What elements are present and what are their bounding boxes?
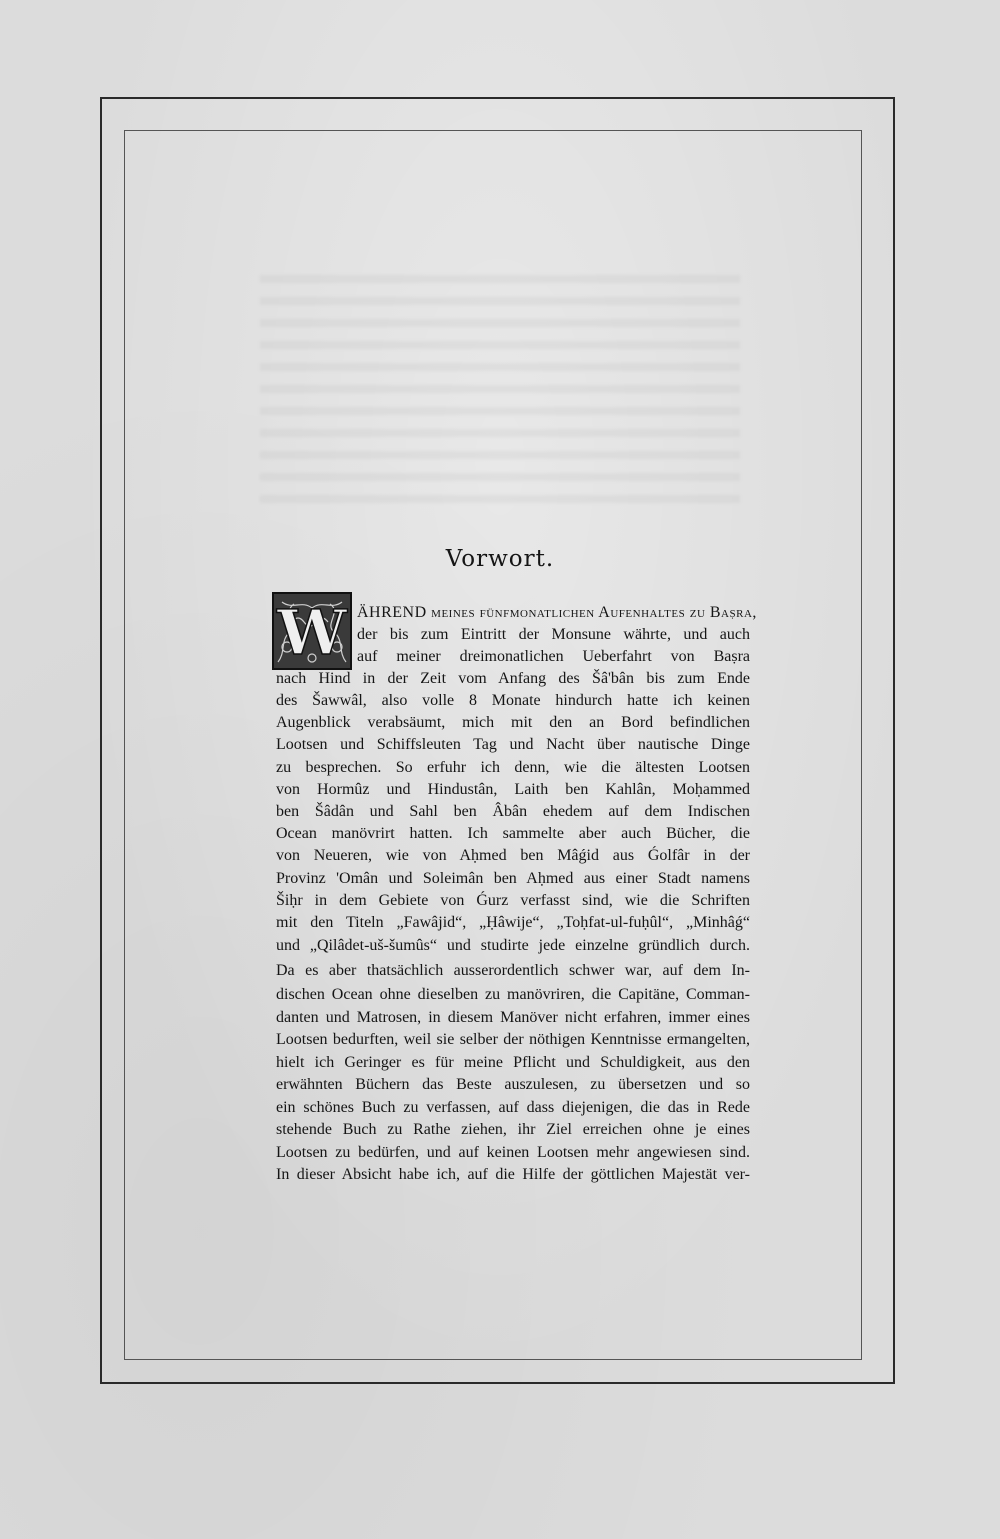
text-line: ein schönes Buch zu verfassen, auf dass diejenigen, die das in Rede	[276, 1099, 750, 1116]
text-line: Lootsen zu bedürfen, und auf keinen Lootsen mehr angewiesen sind.	[276, 1144, 750, 1161]
text-line: hielt ich Geringer es für meine Pflicht und Schuldigkeit, aus den	[276, 1054, 750, 1071]
text-line: von Neueren, wie von Aḥmed ben Mâǵid aus Ǵolfâr in der	[276, 847, 750, 864]
text-line: In dieser Absicht habe ich, auf die Hilfe der göttlichen Majestät ver-	[276, 1166, 750, 1183]
page-title: Vorwort.	[445, 546, 555, 572]
text-line: zu besprechen. So erfuhr ich denn, wie die ältesten Lootsen	[276, 759, 750, 776]
text-line: Lootsen und Schiffsleuten Tag und Nacht über nautische Dinge	[276, 736, 750, 753]
text-line: dischen Ocean ohne dieselben zu manövriren, die Capitäne, Comman-	[276, 986, 750, 1003]
text-line: auf meiner dreimonatlichen Ueberfahrt von Baṣra	[357, 648, 750, 665]
text-line: nach Hind in der Zeit vom Anfang des Šâ'bân bis zum Ende	[276, 670, 750, 687]
text-line: von Hormûz und Hindustân, Laith ben Kahlân, Moḥammed	[276, 781, 750, 798]
text-line: ÄHREND meines fünfmonatlichen Aufenhaltes zu Baṣra,	[357, 604, 757, 621]
text-line: und „Qilâdet-uš-šumûs“ und studirte jede einzelne gründlich durch.	[276, 937, 750, 954]
text-line: stehende Buch zu Rathe ziehen, ihr Ziel erreichen ohne je eines	[276, 1121, 750, 1138]
text-line: ben Šâdân und Sahl ben Âbân ehedem auf dem Indischen	[276, 803, 750, 820]
text-line: Šiḥr in dem Gebiete von Ǵurz verfasst sind, wie die Schriften	[276, 892, 750, 909]
initial-letter: W	[277, 596, 347, 669]
text-line: Ocean manövrirt hatten. Ich sammelte aber auch Bücher, die	[276, 825, 750, 842]
text-line: Da es aber thatsächlich ausserordentlich schwer war, auf dem In-	[276, 962, 750, 979]
text-line: Provinz 'Omân und Soleimân ben Aḥmed aus einer Stadt namens	[276, 870, 750, 887]
text-line: mit den Titeln „Fawâjid“, „Ḥâwije“, „Toḥfat-ul-fuḥûl“, „Minhâǵ“	[276, 914, 750, 931]
text-line: erwähnten Büchern das Beste auszulesen, zu übersetzen und so	[276, 1076, 750, 1093]
text-line: Lootsen bedurften, weil sie selber der nöthigen Kenntnisse ermangelten,	[276, 1031, 750, 1048]
text-line: der bis zum Eintritt der Monsune währte, und auch	[357, 626, 750, 643]
text-line: danten und Matrosen, in diesem Manöver nicht erfahren, immer eines	[276, 1009, 750, 1026]
text-line: Augenblick verabsäumt, mich mit den an Bord befindlichen	[276, 714, 750, 731]
text-line: des Šawwâl, also volle 8 Monate hindurch hatte ich keinen	[276, 692, 750, 709]
